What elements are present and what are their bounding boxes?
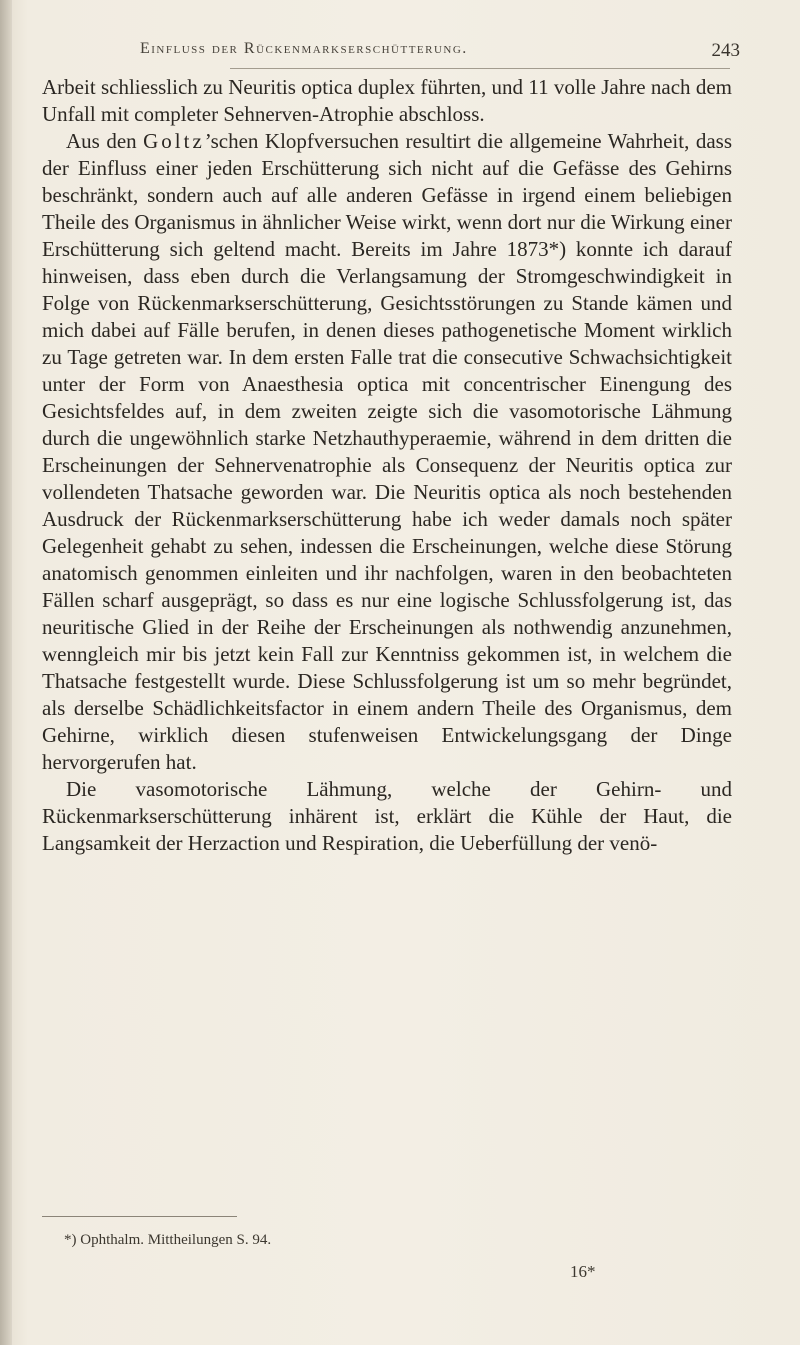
footnote-rule <box>42 1216 237 1217</box>
paragraph-2-text: ’schen Klopfversuchen resultirt die allgemeine Wahrheit, dass der Einfluss einer jeden Erschütterung sich nicht auf die Gefässe des Gehirns beschränkt, sondern auch auf alle anderen Gefässe in irgend einem beliebigen Theile des Organismus in ähnlicher Weise wirkt, wenn dort nur die Wirkung einer Erschütterung sich geltend macht. Bereits im Jahre 1873*) konnte ich darauf hinweisen, dass eben durch die Verlangsamung der Stromgeschwindigkeit in Folge von Rückenmarkserschütterung, Gesichtsstörungen zu Stande kämen und mich dabei auf Fälle berufen, in denen dieses pathogenetische Moment wirklich zu Tage getreten war. In dem ersten Falle trat die consecutive Schwachsichtigkeit unter der Form von Anaesthesia optica mit concentrischer Einengung des Gesichtsfeldes auf, in dem zweiten zeigte sich die vasomotorische Lähmung durch die ungewöhnlich starke Netzhauthyperaemie, während in dem dritten die Erscheinungen der Sehnervenatrophie als Consequenz der Neuritis optica zur vollendeten Thatsache geworden war. Die Neuritis optica als noch bestehenden Ausdruck der Rückenmarkserschütterung habe ich weder damals noch später Gelegenheit gehabt zu sehen, indessen die Erscheinungen, welche diese Störung anatomisch genommen einleiten und ihr nachfolgen, waren in den beobachteten Fällen scharf ausgeprägt, so dass es nur eine logische Schlussfolgerung ist, das neuritische Glied in der Reihe der Erscheinungen als nothwendig anzunehmen, wenngleich mir bis jetzt kein Fall zur Kenntniss gekommen ist, in welchem die Thatsache festgestellt wurde. Diese Schlussfolgerung ist um so mehr begründet, als derselbe Schädlichkeitsfactor in einem andern Theile des Organismus, dem Gehirne, wirklich diesen stufenweisen Entwickelungsgang der Dinge hervorgerufen hat. <box>42 129 732 774</box>
page-header <box>140 40 740 64</box>
page-number: 243 <box>711 40 740 61</box>
body-text <box>42 74 732 857</box>
paragraph-3: Die vasomotorische Lähmung, welche der Gehirn- und Rückenmarkserschütterung inhärent ist, erklärt die Kühle der Haut, die Langsamkeit der Herzaction und Respiration, die Ueberfüllung der venö- <box>42 777 732 855</box>
paragraph-2 <box>42 128 732 776</box>
author-name-goltz: Goltz <box>143 129 205 153</box>
paragraph-2-prefix: Aus den <box>66 129 144 153</box>
footnote: *) Ophthalm. Mittheilungen S. 94. <box>64 1232 272 1248</box>
running-head: Einfluss der Rückenmarkserschütterung. <box>140 40 468 57</box>
printer-signature-mark: 16* <box>570 1262 596 1281</box>
page-spine-shadow <box>0 0 12 1345</box>
header-rule <box>230 68 730 69</box>
paragraph-1: Arbeit schliesslich zu Neuritis optica duplex führten, und 11 volle Jahre nach dem Unfall mit completer Sehnerven-Atrophie abschloss. <box>42 75 732 126</box>
